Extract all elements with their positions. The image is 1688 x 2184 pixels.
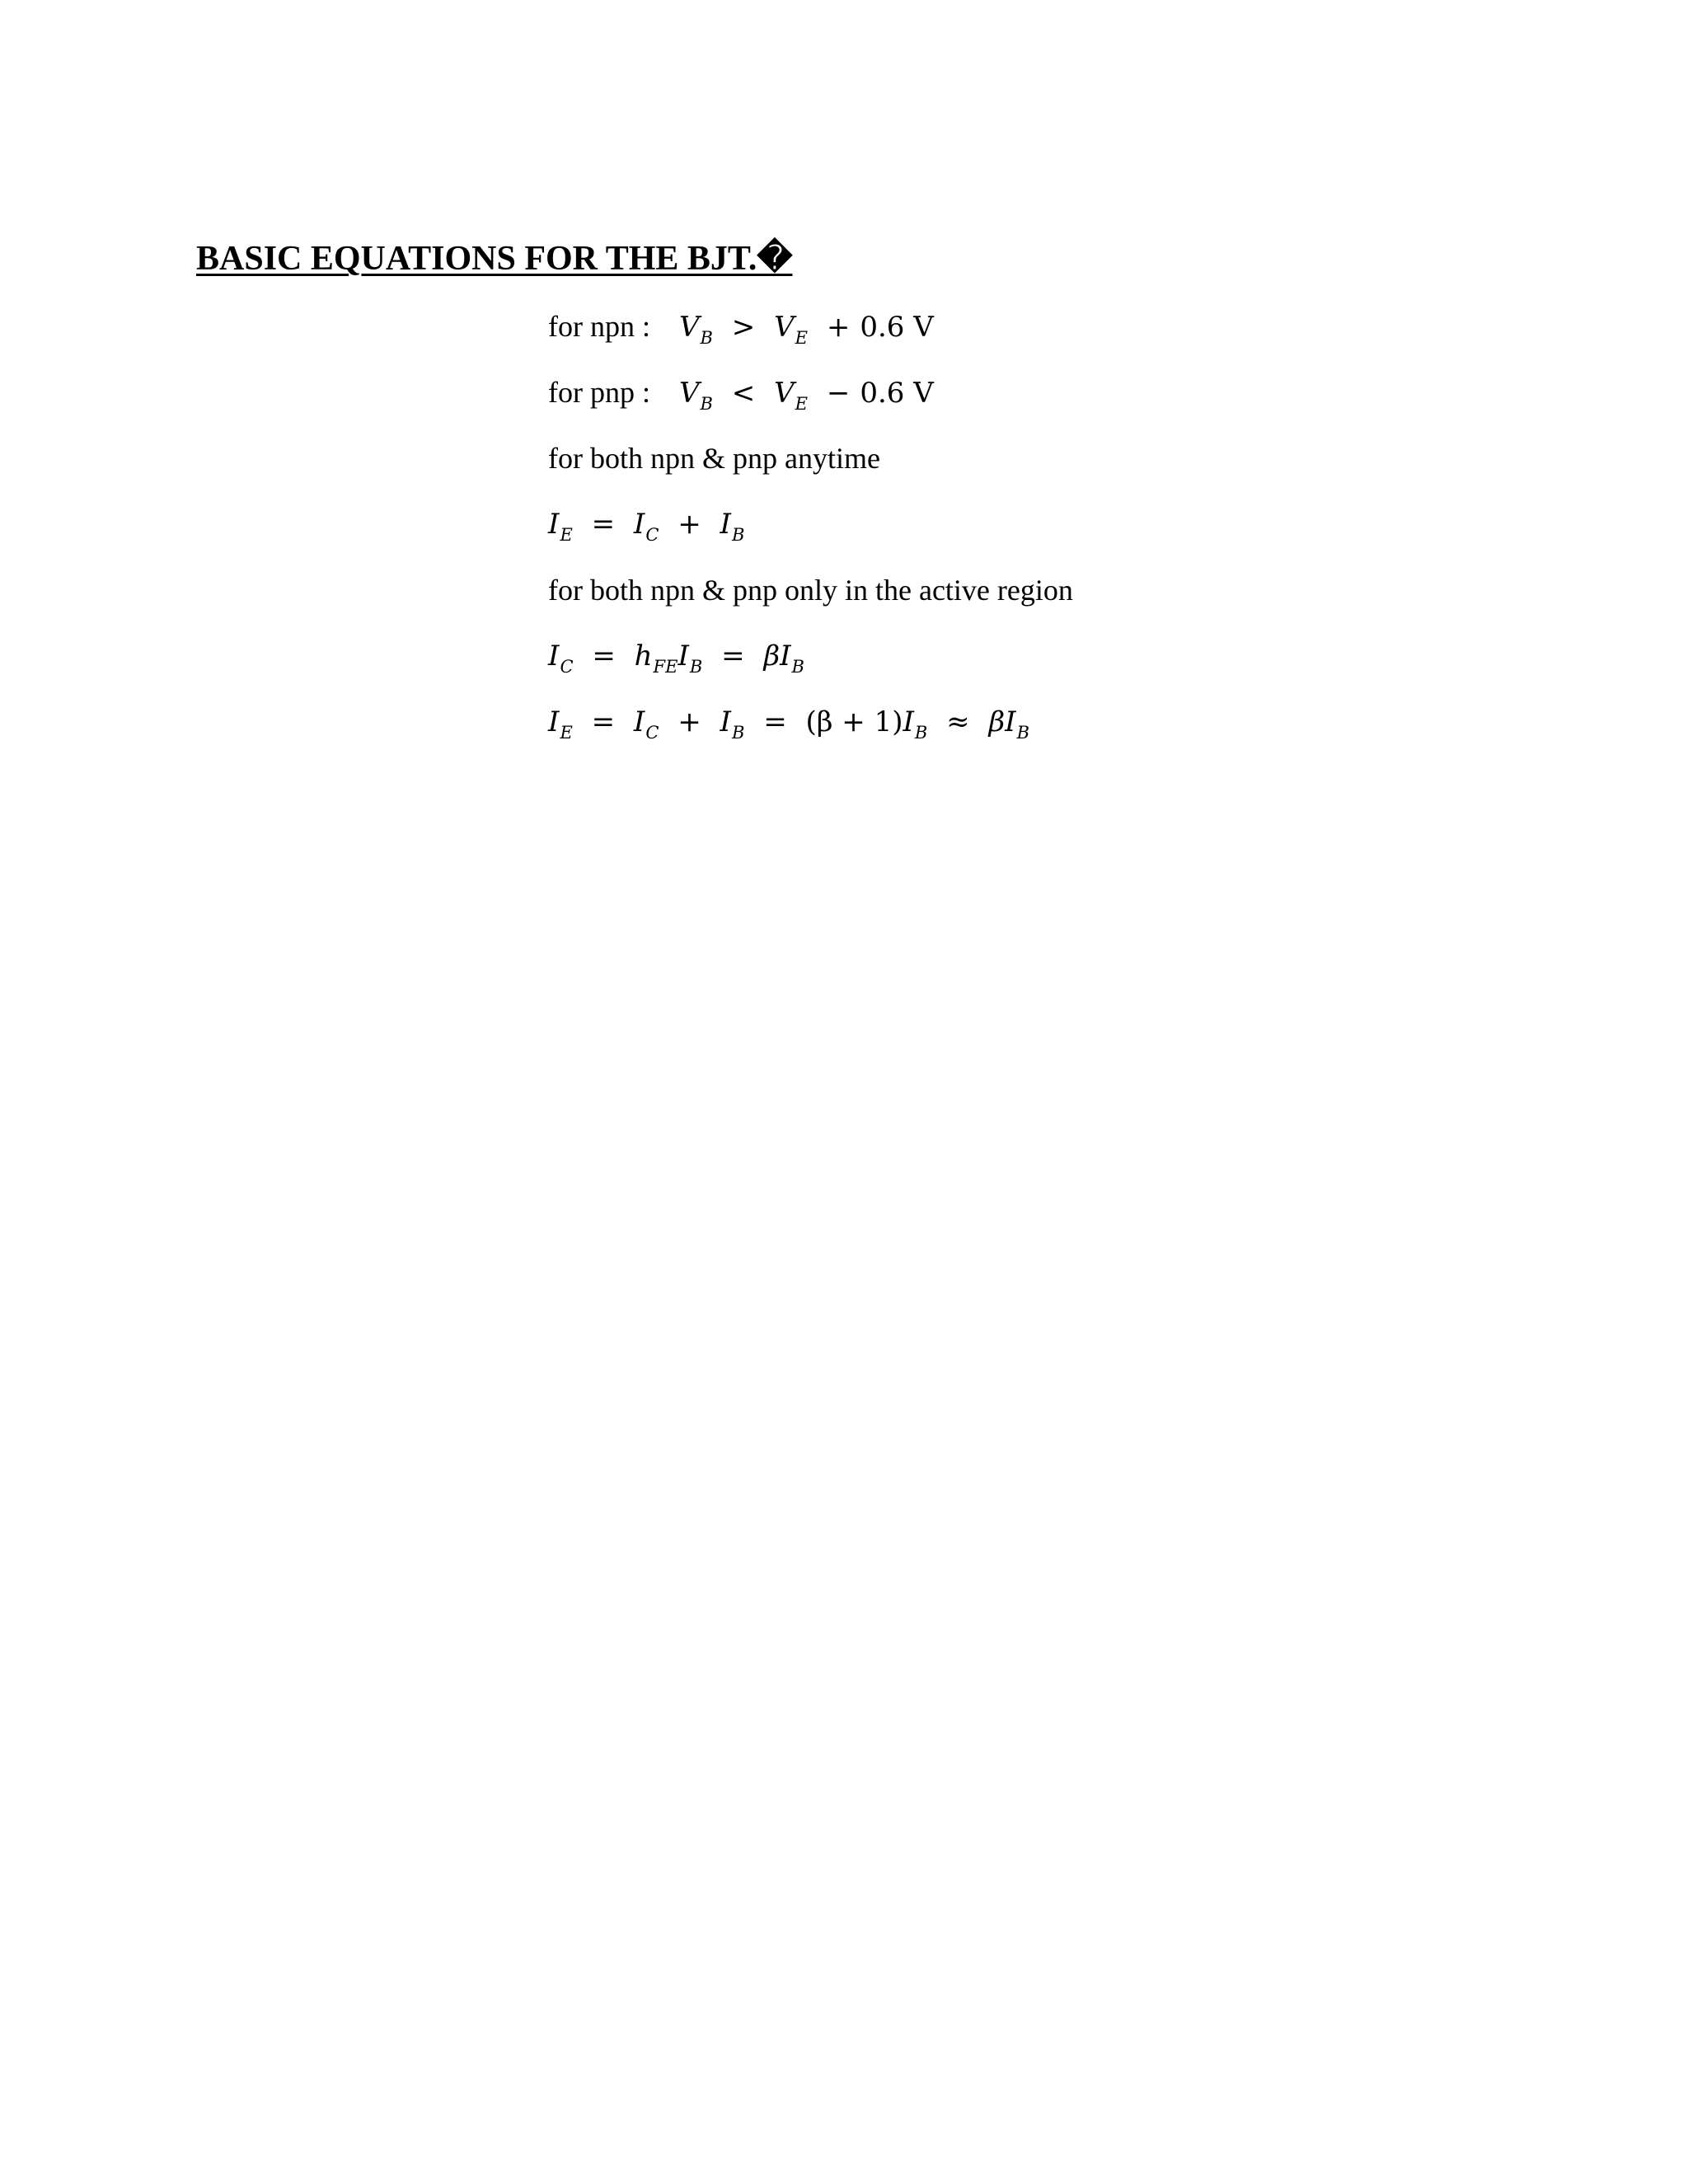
collector-current-equation (548, 636, 804, 687)
var: V (774, 311, 795, 344)
subscript: B (791, 657, 804, 677)
beta-symbol: β (988, 705, 1006, 738)
subscript: B (731, 525, 745, 545)
operator: − (826, 377, 851, 410)
subscript: E (560, 723, 573, 743)
var: I (548, 508, 560, 541)
page-title: BASIC EQUATIONS FOR THE BJT.� (196, 240, 793, 278)
beta-plus-one: (β + 1) (805, 705, 903, 738)
var: V (678, 377, 700, 410)
operator: + (826, 311, 851, 344)
voltage-value: 0.6 V (860, 311, 934, 344)
operator: > (731, 311, 756, 344)
subscript: B (689, 657, 703, 677)
pnp-label: for pnp : (548, 376, 650, 409)
var: I (903, 705, 914, 738)
subscript: B (914, 723, 928, 743)
beta-symbol: β (763, 640, 781, 673)
voltage-value: 0.6 V (860, 377, 934, 410)
subscript: B (700, 394, 713, 414)
subscript: E (560, 525, 573, 545)
operator: + (678, 508, 701, 541)
note-active-region: for both npn & pnp only in the active region (548, 574, 1073, 607)
subscript: B (731, 723, 745, 743)
npn-equation (678, 311, 934, 348)
var: I (720, 705, 731, 738)
note-anytime: for both npn & pnp anytime (548, 442, 880, 475)
npn-label: for npn : (548, 310, 650, 343)
var: I (633, 705, 645, 738)
pnp-equation (678, 377, 934, 414)
var: I (720, 508, 731, 541)
operator: = (763, 705, 787, 738)
pnp-condition (548, 373, 934, 424)
var: V (774, 377, 795, 410)
operator: < (731, 377, 756, 410)
subscript: FE (653, 657, 678, 677)
var: I (633, 508, 645, 541)
var: I (780, 640, 791, 673)
subscript: B (1016, 723, 1029, 743)
operator: = (591, 508, 616, 541)
operator: ≈ (946, 705, 970, 738)
subscript: B (700, 328, 713, 348)
operator: = (591, 705, 616, 738)
var: I (548, 705, 560, 738)
subscript: C (645, 723, 659, 743)
subscript: E (795, 394, 809, 414)
subscript: E (795, 328, 809, 348)
operator: + (678, 705, 701, 738)
var: I (548, 640, 560, 673)
subscript: C (560, 657, 574, 677)
current-sum-equation (548, 504, 744, 555)
operator: = (592, 640, 616, 673)
var: V (678, 311, 700, 344)
npn-condition (548, 307, 934, 358)
subscript: C (645, 525, 659, 545)
var: I (1005, 705, 1016, 738)
operator: = (721, 640, 745, 673)
var: h (634, 640, 653, 673)
emitter-current-equation (548, 702, 1029, 752)
var: I (678, 640, 689, 673)
